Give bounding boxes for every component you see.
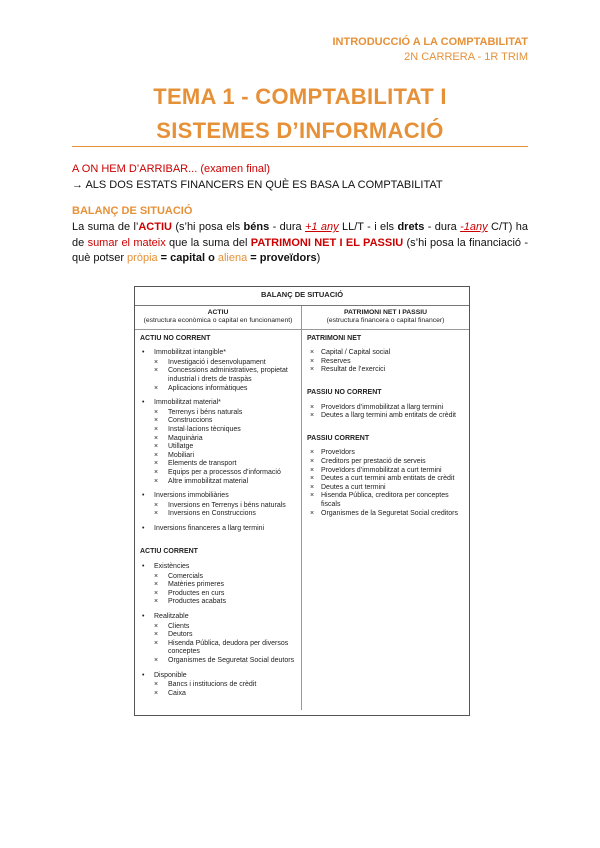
group-actiu-no-corrent: ACTIU NO CORRENT (140, 334, 211, 342)
list-item: × Productes en curs (140, 590, 296, 599)
balance-sheet-table (134, 286, 470, 716)
list-passiu-corrent (307, 449, 464, 518)
list-passiu-no-corrent (307, 404, 464, 421)
proveidors-term: proveïdors (259, 252, 317, 264)
list-item: × Comercials (140, 573, 296, 582)
actiu-column (135, 306, 302, 710)
list-item: × Inversions en Terrenys i béns naturals (140, 502, 296, 511)
category-immobilitzat-material: • Immobilitzat material* (140, 399, 296, 408)
capital-term: capital o (170, 252, 215, 264)
intro-answer: → ALS DOS ESTATS FINANCERS EN QUÈ ES BASA LA COMPTABILITAT (72, 179, 443, 191)
list-item: × Mobiliari (140, 452, 296, 461)
list-item: × Concessions administratives, propietat industrial i drets de traspàs (140, 367, 296, 384)
list-item: × Investigació i desenvolupament (140, 359, 296, 368)
title-line-2: SISTEMES D’INFORMACIÓ (156, 118, 444, 143)
text-span: LL/T - i els (338, 221, 398, 233)
list-item: × Productes acabats (140, 598, 296, 607)
drets-term: drets (397, 221, 425, 233)
list-item: × Utillatge (140, 443, 296, 452)
list-item: × Resultat de l’exercici (307, 366, 464, 375)
list-item: × Maquinària (140, 435, 296, 444)
patrimoni-passiu-column-header (302, 306, 469, 330)
list-item: × Capital / Capital social (307, 349, 464, 358)
category-inversions-immobiliaries: • Inversions immobiliàries (140, 492, 296, 501)
text-span: La suma de l’ (72, 221, 139, 233)
table-caption: BALANÇ DE SITUACIÓ (135, 287, 469, 306)
list-item: × Reserves (307, 358, 464, 367)
list-item: × Hisenda Pública, deudora per diversos conceptes (140, 640, 296, 657)
category-immobilitzat-intangible: • Immobilitzat intangible* (140, 349, 296, 358)
course-title: INTRODUCCIÓ A LA COMPTABILITAT (332, 36, 528, 48)
category-existencies: • Existències (140, 563, 296, 572)
list-item: × Deutes a curt termini (307, 484, 464, 493)
text-span: - dura (269, 221, 305, 233)
patrimoni-passiu-term: PATRIMONI NET I EL PASSIU (250, 236, 404, 249)
patrimoni-passiu-column (302, 306, 469, 710)
list-item: × Construccions (140, 417, 296, 426)
list-material (140, 409, 296, 486)
group-passiu-corrent: PASSIU CORRENT (307, 434, 370, 442)
group-passiu-no-corrent: PASSIU NO CORRENT (307, 388, 382, 396)
text-span: C/T) ha de (72, 221, 529, 249)
list-item: × Equips per a processos d’informació (140, 469, 296, 478)
propia-term: pròpia (127, 252, 158, 264)
list-item: × Elements de transport (140, 460, 296, 469)
course-term: 2N CARRERA - 1R TRIM (404, 51, 528, 63)
text-span: (s’hi posa els (171, 221, 244, 233)
list-item: × Terrenys i béns naturals (140, 409, 296, 418)
list-item: × Deutors (140, 631, 296, 640)
text-span: ) (316, 252, 321, 264)
actiu-term: ACTIU (138, 221, 172, 233)
title-line-1: TEMA 1 - COMPTABILITAT I (153, 84, 447, 109)
text-span: = (157, 252, 171, 264)
category-disponible: • Disponible (140, 672, 296, 681)
list-patrimoni-net (307, 349, 464, 375)
actiu-column-header (135, 306, 301, 330)
list-item: × Proveïdors (307, 449, 464, 458)
list-item: × Aplicacions informàtiques (140, 385, 296, 394)
patrimoni-passiu-subheading: (estructura financera o capital financer) (326, 316, 445, 324)
category-inversions-financeres: • Inversions financeres a llarg termini (140, 525, 296, 534)
list-item: × Creditors per prestació de serveis (307, 458, 464, 467)
text-span: - dura (424, 221, 461, 233)
patrimoni-passiu-heading: PATRIMONI NET I PASSIU (343, 308, 428, 316)
list-item: × Caixa (140, 690, 296, 699)
short-term-note: -1any (460, 221, 488, 233)
list-item: × Organismes de Seguretat Social deutors (140, 657, 296, 666)
list-inversions (140, 502, 296, 519)
list-disponible (140, 681, 296, 698)
category-realitzable: • Realitzable (140, 613, 296, 622)
list-item: × Deutes a curt termini amb entitats de crèdit (307, 475, 464, 484)
text-span: = (247, 252, 260, 264)
intro-block (72, 161, 443, 193)
list-intangible (140, 359, 296, 393)
list-item: × Organismes de la Seguretat Social creditors (307, 510, 464, 519)
text-span: que la suma del (165, 236, 251, 249)
list-item: × Inversions en Construccions (140, 510, 296, 519)
section-title: BALANÇ DE SITUACIÓ (72, 205, 193, 217)
sumar-phrase: sumar el mateix (87, 236, 166, 249)
list-item: × Proveïdors d’immobilitzat a curt termini (307, 467, 464, 476)
page-title (72, 80, 528, 148)
intro-question: A ON HEM D’ARRIBAR... (examen final) (72, 163, 271, 175)
list-item: × Bancs i institucions de crèdit (140, 681, 296, 690)
list-item: × Proveïdors d’immobilitzat a llarg termini (307, 404, 464, 413)
list-existencies (140, 573, 296, 607)
bens-term: béns (243, 221, 270, 233)
list-item: × Clients (140, 623, 296, 632)
list-item: × Altre immobilitzat material (140, 478, 296, 487)
group-patrimoni-net: PATRIMONI NET (307, 334, 362, 342)
list-item: × Matèries primeres (140, 581, 296, 590)
group-actiu-corrent: ACTIU CORRENT (140, 548, 198, 556)
list-item: × Hisenda Pública, creditora per conceptes fiscals (307, 492, 464, 509)
list-item: × Deutes a llarg termini amb entitats de crèdit (307, 412, 464, 421)
actiu-heading: ACTIU (207, 308, 229, 316)
text-span: (s’hi posa la financiació - què potser (72, 236, 528, 264)
list-realitzable (140, 623, 296, 666)
aliena-term: aliena (217, 252, 248, 264)
document-header (332, 35, 528, 65)
title-divider (72, 146, 528, 147)
long-term-note: +1 any (304, 221, 339, 233)
list-item: × Instal·lacions tècniques (140, 426, 296, 435)
definition-paragraph (72, 220, 528, 267)
actiu-subheading: (estructura econòmica o capital en funcionament) (143, 316, 293, 324)
